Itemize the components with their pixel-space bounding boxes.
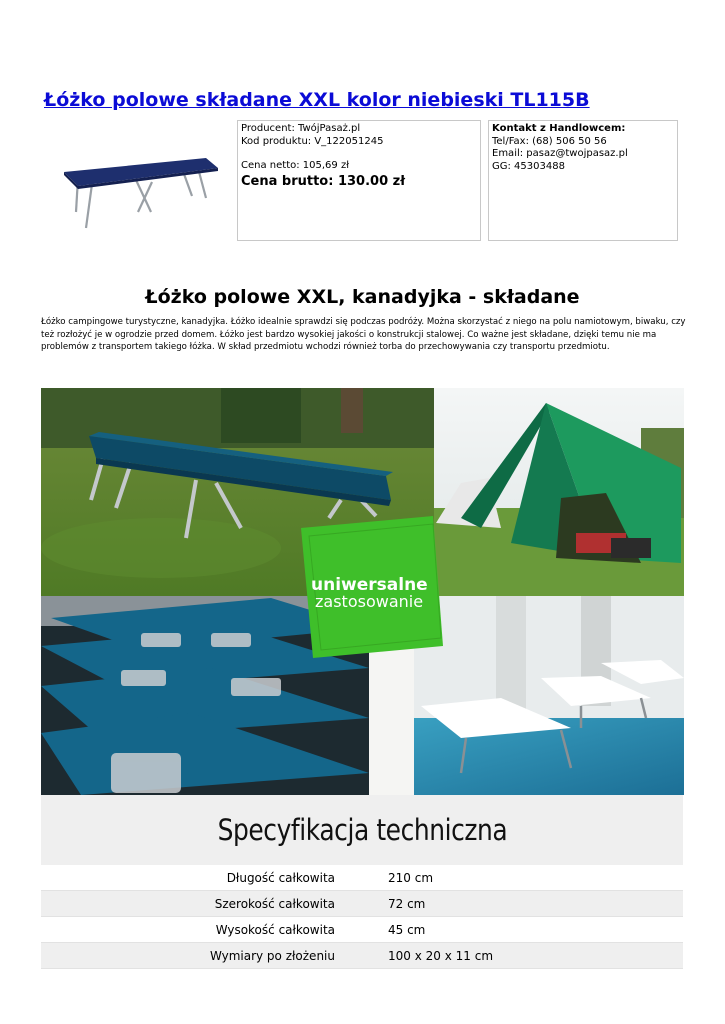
price-gross-text: Cena brutto: 130.00 zł bbox=[241, 173, 406, 189]
badge-text-line1: uniwersalne bbox=[311, 575, 428, 595]
table-row bbox=[41, 891, 683, 917]
spec-label: Długość całkowita bbox=[41, 865, 335, 891]
product-description: Łóżko campingowe turystyczne, kanadyjka. Łóżko idealnie sprawdzi się podczas podróży. Można skorzystać z niego na polu namiotowym, biwaku, czy też rozłożyć je w ogrodzie przed domem. Łóżko jest bardzo wysokiej jakości o konstrukcji stalowej. Co ważne jest składane, dzięki temu nie ma problemów z transportem takiego łóżka. W skład przedmiotu wchodzi również torba do przechowywania czy transportu przedmiotu. bbox=[41, 317, 686, 352]
spec-title: Specyfikacja techniczna bbox=[217, 813, 507, 847]
contact-phone: Tel/Fax: (68) 506 50 56 bbox=[492, 135, 607, 147]
contact-title: Kontakt z Handlowcem: bbox=[492, 123, 626, 134]
table-row bbox=[41, 917, 683, 943]
spec-label: Wysokość całkowita bbox=[41, 917, 335, 943]
spec-value: 72 cm bbox=[388, 891, 683, 917]
contact-email: Email: pasaz@twojpasaz.pl bbox=[492, 148, 628, 159]
contact-gg: GG: 45303488 bbox=[492, 160, 565, 172]
product-code-text: Kod produktu: V_122051245 bbox=[241, 135, 384, 147]
spec-value: 210 cm bbox=[388, 865, 683, 891]
spec-table bbox=[41, 865, 683, 969]
table-row bbox=[41, 943, 683, 969]
product-title-link[interactable]: Łóżko polowe składane XXL kolor niebieski TL115B bbox=[44, 89, 590, 111]
contact-info-box bbox=[488, 120, 678, 241]
spec-value: 100 x 20 x 11 cm bbox=[388, 943, 683, 969]
photo-tent bbox=[434, 388, 684, 596]
spec-value: 45 cm bbox=[388, 917, 683, 943]
product-thumbnail bbox=[56, 140, 226, 240]
table-row bbox=[41, 865, 683, 891]
section-heading: Łóżko polowe XXL, kanadyjka - składane bbox=[145, 286, 580, 308]
price-net-text: Cena netto: 105,69 zł bbox=[241, 160, 350, 171]
product-photo-collage bbox=[41, 388, 684, 795]
producer-text: Producent: TwójPasaż.pl bbox=[241, 123, 361, 134]
spec-label: Szerokość całkowita bbox=[41, 891, 335, 917]
product-info-box bbox=[237, 120, 481, 241]
spec-header bbox=[41, 795, 683, 865]
spec-label: Wymiary po złożeniu bbox=[41, 943, 335, 969]
badge-text-line2: zastosowanie bbox=[315, 592, 424, 611]
